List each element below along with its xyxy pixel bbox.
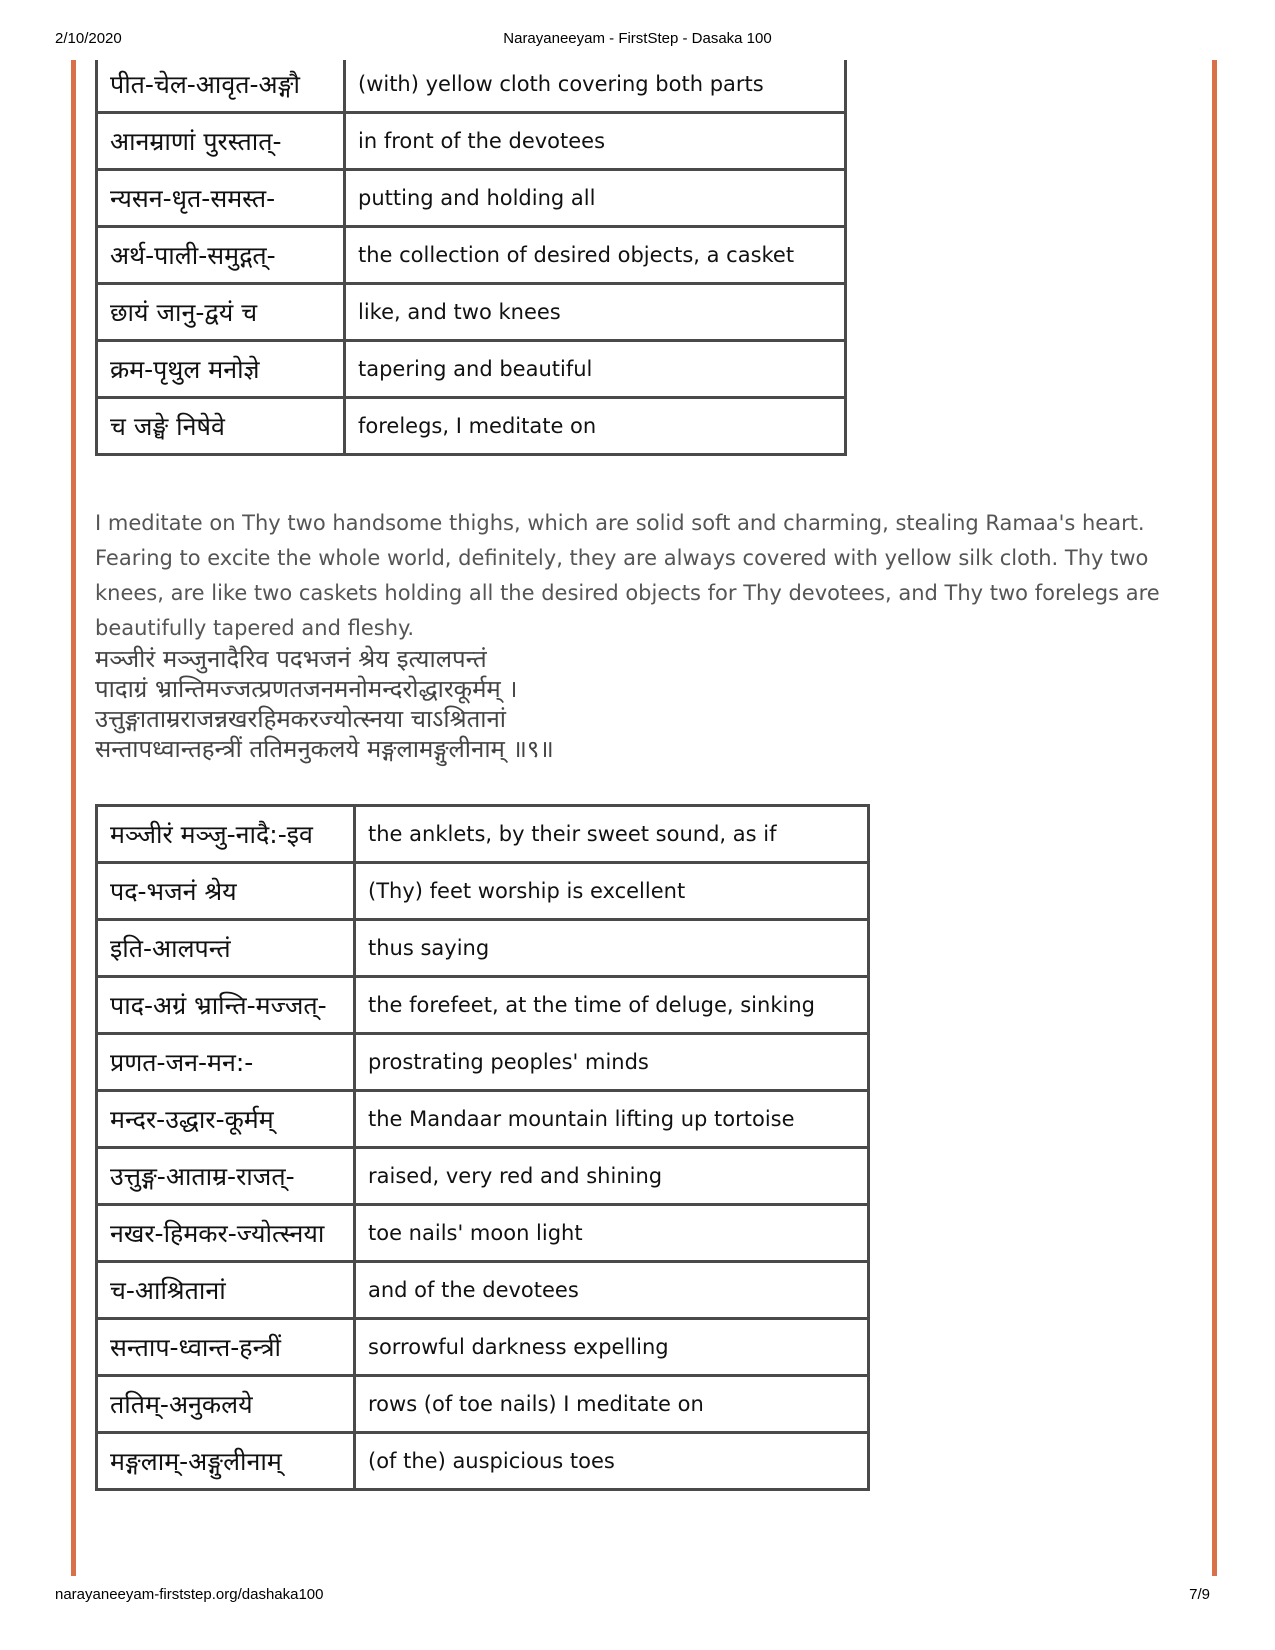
english-cell: like, and two knees [345,284,846,341]
english-cell: thus saying [355,920,869,977]
table-row [97,1262,869,1319]
sanskrit-cell: पाद-अग्रं भ्रान्ति-मज्जत्- [97,977,355,1034]
sanskrit-cell: प्रणत-जन-मन:- [97,1034,355,1091]
table-row [97,60,846,113]
table-row [97,863,869,920]
english-cell: (with) yellow cloth covering both parts [345,60,846,113]
english-cell: tapering and beautiful [345,341,846,398]
table-row [97,977,869,1034]
english-cell: the collection of desired objects, a casket [345,227,846,284]
print-date: 2/10/2020 [55,30,122,47]
table-row [97,170,846,227]
table-row [97,1034,869,1091]
print-header [0,30,1275,50]
sanskrit-cell: मन्दर-उद्धार-कूर्मम् [97,1091,355,1148]
verse-line: पादाग्रं भ्रान्तिमज्जत्प्रणतजनमनोमन्दरोद्धारकूर्मम् । [95,675,518,703]
sanskrit-cell: च-आश्रितानां [97,1262,355,1319]
sanskrit-cell: पीत-चेल-आवृत-अङ्गौ [97,60,345,113]
sanskrit-cell: इति-आलपन्तं [97,920,355,977]
verse-meaning-paragraph: I meditate on Thy two handsome thighs, which are solid soft and charming, stealing Ramaa's heart. Fearing to excite the whole world, definitely, they are always covered with yellow silk cloth. Thy two knees, are like two caskets holding all the desired objects for Thy devotees, and Thy two forelegs are beautifully tapered and fleshy. [95,511,1160,640]
english-cell: putting and holding all [345,170,846,227]
table-row [97,920,869,977]
english-cell: forelegs, I meditate on [345,398,846,455]
sanskrit-cell: मञ्जीरं मञ्जु-नादै:-इव [97,806,355,863]
table-row [97,1091,869,1148]
english-cell: sorrowful darkness expelling [355,1319,869,1376]
table-row [97,806,869,863]
sanskrit-cell: न्यसन-धृत-समस्त- [97,170,345,227]
word-meaning-table-2 [95,804,870,1491]
page-frame [71,60,1217,1576]
sanskrit-cell: ततिम्-अनुकलये [97,1376,355,1433]
table-row [97,398,846,455]
page-number: 7/9 [1189,1586,1210,1603]
english-cell: prostrating peoples' minds [355,1034,869,1091]
english-cell: raised, very red and shining [355,1148,869,1205]
table-row [97,227,846,284]
table-row [97,113,846,170]
sanskrit-cell: पद-भजनं श्रेय [97,863,355,920]
sanskrit-verse [95,644,1165,764]
sanskrit-cell: क्रम-पृथुल मनोज्ञे [97,341,345,398]
page-title: Narayaneeyam - FirstStep - Dasaka 100 [503,30,772,47]
table-row [97,1148,869,1205]
english-cell: toe nails' moon light [355,1205,869,1262]
table-row [97,1376,869,1433]
table-row [97,284,846,341]
table-row [97,1205,869,1262]
english-cell: and of the devotees [355,1262,869,1319]
english-cell: (of the) auspicious toes [355,1433,869,1490]
english-cell: (Thy) feet worship is excellent [355,863,869,920]
english-cell: the anklets, by their sweet sound, as if [355,806,869,863]
sanskrit-cell: उत्तुङ्ग-आताम्र-राजत्- [97,1148,355,1205]
table-row [97,1433,869,1490]
english-cell: the Mandaar mountain lifting up tortoise [355,1091,869,1148]
sanskrit-cell: मङ्गलाम्-अङ्गुलीनाम् [97,1433,355,1490]
page-url: narayaneeyam-firststep.org/dashaka100 [55,1586,324,1603]
english-cell: rows (of toe nails) I meditate on [355,1376,869,1433]
print-footer [0,1586,1275,1606]
sanskrit-cell: अर्थ-पाली-समुद्गत्- [97,227,345,284]
sanskrit-cell: नखर-हिमकर-ज्योत्स्नया [97,1205,355,1262]
english-cell: in front of the devotees [345,113,846,170]
verse-line: मञ्जीरं मञ्जुनादैरिव पदभजनं श्रेय इत्यालपन्तं [95,645,487,673]
verse-line: उत्तुङ्गाताम्रराजन्नखरहिमकरज्योत्स्नया चाऽश्रितानां [95,705,507,733]
verse-line: सन्तापध्वान्तहन्त्रीं ततिमनुकलये मङ्गलामङ्गुलीनाम् ॥९॥ [95,735,554,763]
sanskrit-cell: च जङ्घे निषेवे [97,398,345,455]
sanskrit-cell: आनम्राणां पुरस्तात्- [97,113,345,170]
sanskrit-cell: छायं जानु-द्वयं च [97,284,345,341]
sanskrit-cell: सन्ताप-ध्वान्त-हन्त्रीं [97,1319,355,1376]
word-meaning-table-1 [95,60,847,456]
table-row [97,1319,869,1376]
table-row [97,341,846,398]
english-cell: the forefeet, at the time of deluge, sinking [355,977,869,1034]
